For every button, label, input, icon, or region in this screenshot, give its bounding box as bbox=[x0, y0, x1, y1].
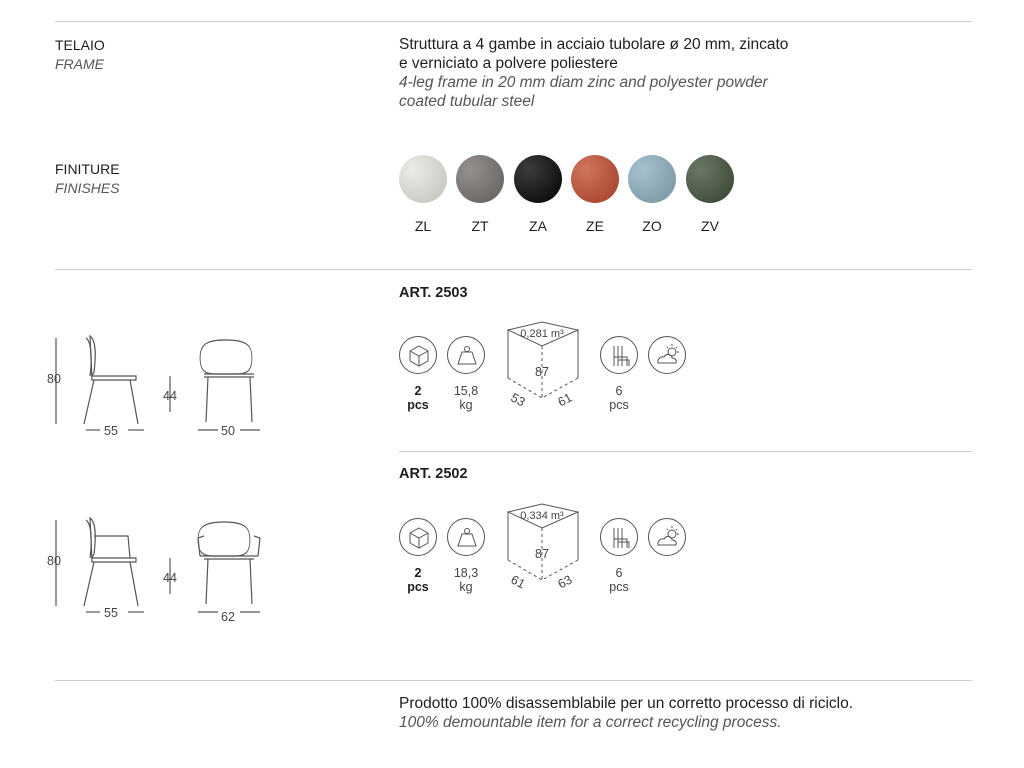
finish-swatch bbox=[456, 155, 504, 203]
box-volume: 0,334 m³ bbox=[520, 510, 564, 522]
stackable-icon bbox=[600, 336, 638, 374]
stack-unit: pcs bbox=[609, 398, 629, 412]
finish-swatch bbox=[399, 155, 447, 203]
frame-description bbox=[399, 35, 788, 73]
pieces-unit: pcs bbox=[407, 398, 429, 412]
box-width: 61 bbox=[555, 390, 575, 410]
outdoor-weather-icon bbox=[648, 518, 686, 556]
finish-swatch bbox=[628, 155, 676, 203]
article-divider bbox=[399, 451, 972, 452]
finish-swatch bbox=[686, 155, 734, 203]
package-icon bbox=[399, 336, 437, 374]
stack-value: 6 bbox=[615, 566, 623, 580]
weight bbox=[441, 384, 491, 412]
pieces-per-pack bbox=[393, 566, 443, 594]
finish-swatch bbox=[571, 155, 619, 203]
finish-code: ZT bbox=[471, 218, 489, 234]
pieces-unit: pcs bbox=[407, 580, 429, 594]
box-height: 87 bbox=[535, 365, 549, 379]
frame-desc-en-line: 4-leg frame in 20 mm diam zinc and polyester powder bbox=[399, 74, 768, 91]
depth-dimension: 55 bbox=[104, 424, 118, 438]
finish-code: ZO bbox=[642, 218, 662, 234]
stack-quantity bbox=[594, 566, 644, 594]
width-dimension: 62 bbox=[221, 610, 235, 624]
chair-front-view-drawing bbox=[160, 336, 270, 436]
frame-description-en bbox=[399, 73, 768, 111]
armchair-front-view-drawing bbox=[160, 518, 270, 618]
frame-desc-line: Struttura a 4 gambe in acciaio tubolare ø 20 mm, zincato bbox=[399, 36, 789, 53]
pieces-value: 2 bbox=[414, 566, 422, 580]
width-dimension: 50 bbox=[221, 424, 235, 438]
box-height: 87 bbox=[535, 547, 549, 561]
box-depth: 53 bbox=[508, 390, 528, 410]
finishes-label-en: FINISHES bbox=[55, 180, 120, 196]
weight bbox=[441, 566, 491, 594]
box-volume: 0,281 m³ bbox=[520, 328, 564, 340]
seat-height-dimension: 44 bbox=[163, 571, 177, 585]
article-title: ART. 2503 bbox=[399, 285, 468, 301]
footer-divider bbox=[55, 680, 972, 681]
frame-desc-en-line: coated tubular steel bbox=[399, 93, 535, 110]
height-dimension: 80 bbox=[47, 372, 61, 386]
finish-code: ZE bbox=[586, 218, 604, 234]
frame-label: TELAIO bbox=[55, 37, 105, 53]
outdoor-weather-icon bbox=[648, 336, 686, 374]
recycling-note: Prodotto 100% disassemblabile per un corretto processo di riciclo. bbox=[399, 695, 854, 712]
stack-unit: pcs bbox=[609, 580, 629, 594]
box-width: 63 bbox=[555, 572, 575, 592]
top-divider bbox=[55, 21, 972, 22]
finish-code: ZA bbox=[529, 218, 547, 234]
depth-dimension: 55 bbox=[104, 606, 118, 620]
weight-icon bbox=[447, 518, 485, 556]
section-divider bbox=[55, 269, 972, 270]
article-title: ART. 2502 bbox=[399, 466, 468, 482]
stack-value: 6 bbox=[615, 384, 623, 398]
frame-label-en: FRAME bbox=[55, 56, 104, 72]
package-icon bbox=[399, 518, 437, 556]
stackable-icon bbox=[600, 518, 638, 556]
weight-unit: kg bbox=[459, 398, 473, 412]
finishes-label: FINITURE bbox=[55, 161, 120, 177]
height-dimension: 80 bbox=[47, 554, 61, 568]
weight-value: 18,3 bbox=[453, 566, 479, 580]
finish-code: ZL bbox=[414, 218, 432, 234]
chair-side-view-drawing bbox=[44, 332, 154, 442]
seat-height-dimension: 44 bbox=[163, 389, 177, 403]
weight-value: 15,8 bbox=[453, 384, 479, 398]
weight-unit: kg bbox=[459, 580, 473, 594]
frame-desc-line: e verniciato a polvere poliestere bbox=[399, 55, 618, 72]
pieces-per-pack bbox=[393, 384, 443, 412]
recycling-note-en: 100% demountable item for a correct recycling process. bbox=[399, 714, 782, 731]
box-depth: 61 bbox=[508, 572, 528, 592]
armchair-side-view-drawing bbox=[44, 514, 154, 624]
weight-icon bbox=[447, 336, 485, 374]
pieces-value: 2 bbox=[414, 384, 422, 398]
stack-quantity bbox=[594, 384, 644, 412]
finish-swatch bbox=[514, 155, 562, 203]
finish-code: ZV bbox=[701, 218, 719, 234]
